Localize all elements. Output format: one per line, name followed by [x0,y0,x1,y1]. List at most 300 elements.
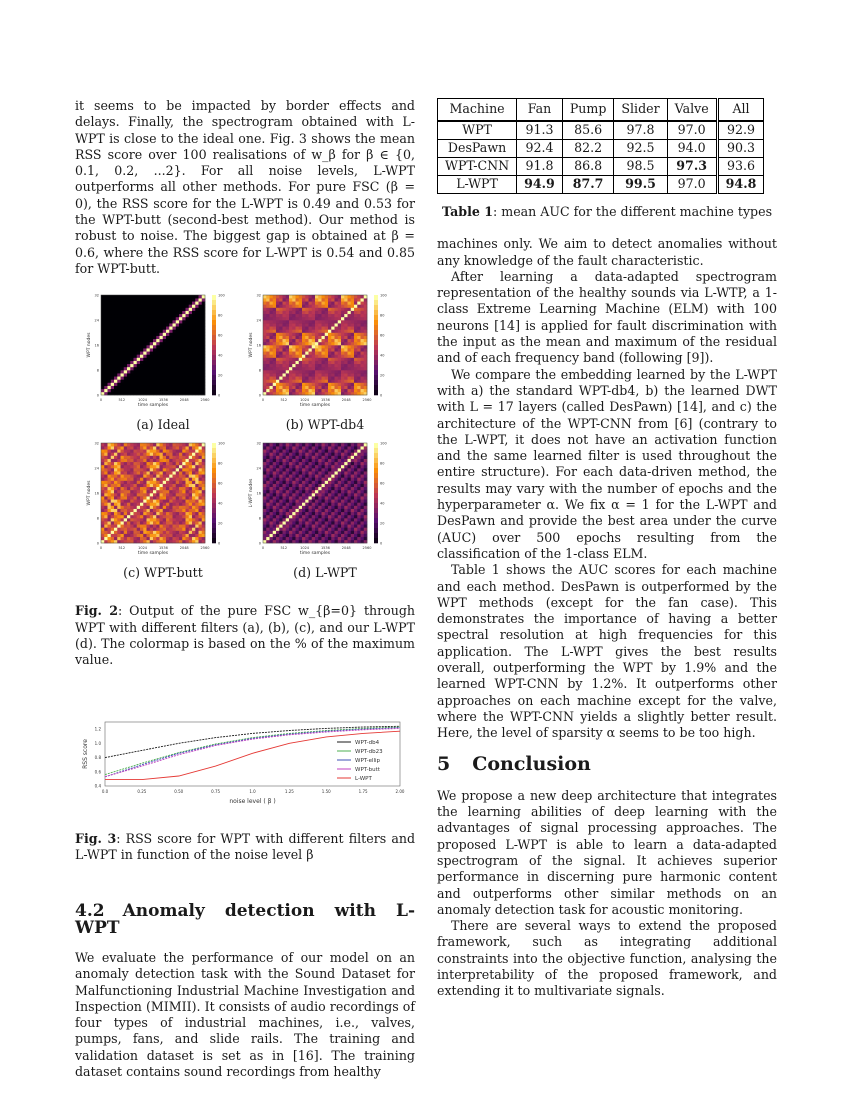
heatmap-cell [289,380,293,383]
heatmap-cell [270,531,274,534]
heatmap-cell [124,311,128,314]
heatmap-cell [147,509,151,512]
heatmap-cell [270,355,274,358]
heatmap-cell [309,465,313,468]
heatmap-cell [292,481,296,484]
colorbar-segment [212,513,216,518]
heatmap-cell [344,496,348,499]
heatmap-cell [179,358,183,361]
heatmap-cell [114,487,118,490]
heatmap-cell [354,534,358,537]
heatmap-cell [283,512,287,515]
heatmap-cell [130,314,134,317]
heatmap-cell [169,358,173,361]
heatmap-cell [328,515,332,518]
heatmap-cell [147,348,151,351]
heatmap-cell [147,298,151,301]
heatmap-cell [134,496,138,499]
heatmap-cell [328,506,332,509]
heatmap-cell [166,484,170,487]
heatmap-cell [156,308,160,311]
heatmap-cell [199,475,203,478]
heatmap-cell [179,518,183,521]
heatmap-cell [117,468,121,471]
heatmap-cell [147,333,151,336]
heatmap-cell [344,481,348,484]
heatmap-cell [127,295,131,298]
heatmap-cell [322,462,326,465]
heatmap-cell [279,355,283,358]
heatmap-cell [351,314,355,317]
heatmap-cell [292,367,296,370]
heatmap-cell [173,512,177,515]
heatmap-cell [186,333,190,336]
y-tick-label: 16 [94,491,99,496]
heatmap-cell [134,311,138,314]
heatmap-cell [289,302,293,305]
heatmap-cell [192,503,196,506]
heatmap-cell [299,450,303,453]
heatmap-cell [315,500,319,503]
heatmap-cell [279,330,283,333]
heatmap-cell [344,456,348,459]
heatmap-cell [143,528,147,531]
heatmap-cell [344,462,348,465]
heatmap-cell [195,311,199,314]
heatmap-cell [195,302,199,305]
heatmap-cell [114,468,118,471]
heatmap-cell [322,295,326,298]
heatmap-cell [296,380,300,383]
colorbar-tick-label: 100 [218,441,225,446]
heatmap-cell [124,389,128,392]
heatmap-cell [169,465,173,468]
heatmap-cell [348,531,352,534]
heatmap-cell [156,453,160,456]
heatmap-cell [169,443,173,446]
heatmap-cell [117,534,121,537]
heatmap-cell [160,352,164,355]
heatmap-cell [147,327,151,330]
heatmap-cell [315,484,319,487]
heatmap-cell [153,503,157,506]
heatmap-cell [114,465,118,468]
heatmap-cell [140,490,144,493]
heatmap-cell [108,528,112,531]
heatmap-cell [263,534,267,537]
heatmap-cell [108,506,112,509]
heatmap-cell [156,383,160,386]
heatmap-cell [108,450,112,453]
heatmap-cell [354,311,358,314]
heatmap-cell [192,509,196,512]
heatmap-cell [104,503,108,506]
heatmap-cell [124,509,128,512]
heatmap-cell [182,317,186,320]
heatmap-cell [331,370,335,373]
heatmap-cell [153,355,157,358]
heatmap-cell [283,475,287,478]
heatmap-cell [114,389,118,392]
heatmap-cell [137,534,141,537]
heatmap-cell [296,327,300,330]
colorbar-segment [374,498,378,503]
heatmap-cell [189,534,193,537]
heatmap-cell [153,459,157,462]
heatmap-cell [348,373,352,376]
heatmap-cell [111,512,115,515]
heatmap-cell [153,330,157,333]
heatmap-cell [266,471,270,474]
heatmap-cell [338,370,342,373]
heatmap-cell [318,512,322,515]
heatmap-cell [195,345,199,348]
heatmap-cell [186,481,190,484]
y-tick-label: 0 [258,393,261,398]
heatmap-cell [173,468,177,471]
heatmap-cell [286,525,290,528]
heatmap-cell [150,528,154,531]
heatmap-cell [150,330,154,333]
heatmap-cell [354,459,358,462]
heatmap-cell [182,361,186,364]
heatmap-cell [108,317,112,320]
heatmap-cell [292,515,296,518]
heatmap-cell [338,450,342,453]
heatmap-cell [156,478,160,481]
heatmap-cell [335,305,339,308]
heatmap-cell [344,327,348,330]
heatmap-cell [344,453,348,456]
heatmap-cell [270,345,274,348]
section-title: Anomaly detection with L-WPT [75,901,415,938]
heatmap-cell [189,515,193,518]
heatmap-cell [325,336,329,339]
heatmap-cell [176,348,180,351]
heatmap-cell [312,518,316,521]
heatmap-cell [289,496,293,499]
heatmap-cell [101,484,105,487]
heatmap-cell [137,336,141,339]
heatmap-cell [341,496,345,499]
heatmap-cell [195,314,199,317]
heatmap-cell [163,484,167,487]
heatmap-cell [104,345,108,348]
colorbar-tick-label: 60 [218,333,223,338]
heatmap-cell [117,333,121,336]
heatmap-cell [266,377,270,380]
heatmap-cell [299,364,303,367]
heatmap-cell [134,370,138,373]
heatmap-cell [335,311,339,314]
heatmap-cell [169,500,173,503]
heatmap-cell [266,295,270,298]
heatmap-cell [140,478,144,481]
heatmap-cell [160,493,164,496]
heatmap-cell [160,339,164,342]
heatmap-cell [312,496,316,499]
heatmap-cell [312,314,316,317]
heatmap-cell [348,512,352,515]
heatmap-cell [312,537,316,540]
heatmap-cell [199,345,203,348]
section-heading-5 [437,752,777,775]
heatmap-cell [130,333,134,336]
heatmap-cell [354,500,358,503]
heatmap-cell [348,496,352,499]
heatmap-cell [140,503,144,506]
heatmap-cell [361,386,365,389]
heatmap-cell [318,323,322,326]
heatmap-cell [104,459,108,462]
heatmap-cell [351,342,355,345]
heatmap-cell [182,521,186,524]
heatmap-cell [335,481,339,484]
heatmap-cell [273,352,277,355]
heatmap-cell [150,521,154,524]
heatmap-cell [173,295,177,298]
heatmap-cell [361,311,365,314]
heatmap-cell [331,367,335,370]
heatmap-cell [296,342,300,345]
heatmap-cell [179,386,183,389]
colorbar-segment [374,463,378,468]
heatmap-cell [176,367,180,370]
heatmap-cell [266,521,270,524]
heatmap-cell [114,317,118,320]
heatmap-cell [160,386,164,389]
heatmap-cell [140,531,144,534]
heatmap-cell [176,373,180,376]
heatmap-cell [338,525,342,528]
heatmap-cell [296,521,300,524]
heatmap-cell [179,531,183,534]
heatmap-cell [169,456,173,459]
y-tick-label: 0 [258,541,261,546]
heatmap-cell [312,509,316,512]
heatmap-cell [169,333,173,336]
heatmap-cell [357,336,361,339]
heatmap-cell [179,496,183,499]
heatmap-cell [328,311,332,314]
heatmap-cell [354,380,358,383]
heatmap-cell [153,339,157,342]
heatmap-cell [344,493,348,496]
heatmap-cell [348,345,352,348]
heatmap-cell [266,345,270,348]
heatmap-cell [189,345,193,348]
heatmap-cell [143,352,147,355]
heatmap-cell [121,295,125,298]
heatmap-cell [286,361,290,364]
heatmap-cell [299,330,303,333]
heatmap-cell [189,528,193,531]
heatmap-cell [156,377,160,380]
heatmap-cell [331,531,335,534]
heatmap-cell [111,453,115,456]
heatmap-cell [354,373,358,376]
heatmap-cell [156,515,160,518]
heatmap-cell [111,443,115,446]
heatmap-cell [289,456,293,459]
heatmap-cell [117,459,121,462]
heatmap-cell [286,333,290,336]
heatmap-cell [173,500,177,503]
heatmap-cell [266,389,270,392]
heatmap-cell [101,462,105,465]
heatmap-cell [160,373,164,376]
heatmap-cell [186,475,190,478]
heatmap-cell [292,512,296,515]
heatmap-cell [309,528,313,531]
heatmap-cell [117,500,121,503]
heatmap-cell [192,475,196,478]
heatmap-cell [111,377,115,380]
heatmap-cell [322,364,326,367]
heatmap-cell [361,314,365,317]
heatmap-cell [270,496,274,499]
heatmap-cell [357,512,361,515]
heatmap-cell [117,386,121,389]
y-tick-label: 24 [94,466,99,471]
heatmap-cell [322,327,326,330]
heatmap-cell [279,389,283,392]
heatmap-cell [179,534,183,537]
heatmap-cell [322,506,326,509]
heatmap-cell [134,389,138,392]
heatmap-cell [322,443,326,446]
colorbar-tick-label: 100 [380,441,387,446]
heatmap-cell [266,336,270,339]
heatmap-cell [322,323,326,326]
heatmap-cell [121,537,125,540]
heatmap-cell [108,518,112,521]
heatmap-cell [279,367,283,370]
heatmap-cell [124,456,128,459]
heatmap-cell [270,389,274,392]
heatmap-cell [283,528,287,531]
heatmap-cell [263,528,267,531]
heatmap-cell [117,471,121,474]
heatmap-cell [156,493,160,496]
heatmap-cell [273,500,277,503]
heatmap-cell [130,317,134,320]
heatmap-cell [318,531,322,534]
heatmap-cell [299,348,303,351]
heatmap-cell [299,320,303,323]
heatmap-cell [101,515,105,518]
heatmap-cell [263,537,267,540]
heatmap-cell [296,450,300,453]
heatmap-cell [270,386,274,389]
heatmap-cell [173,506,177,509]
heatmap-cell [296,468,300,471]
heatmap-cell [318,500,322,503]
heatmap-cell [195,339,199,342]
heatmap-cell [111,311,115,314]
heatmap-cell [299,534,303,537]
heatmap-cell [156,305,160,308]
heatmap-cell [338,302,342,305]
heatmap-cell [134,317,138,320]
heatmap-cell [357,380,361,383]
heatmap-cell [270,352,274,355]
heatmap-cell [134,534,138,537]
heatmap-cell [179,446,183,449]
heatmap-cell [166,373,170,376]
heatmap-cell [318,465,322,468]
heatmap-cell [199,450,203,453]
heatmap-cell [153,528,157,531]
heatmap-cell [292,330,296,333]
heatmap-cell [354,342,358,345]
heatmap-cell [121,386,125,389]
heatmap-cell [361,453,365,456]
heatmap-cell [140,314,144,317]
heatmap-cell [351,503,355,506]
heatmap-cell [335,295,339,298]
heatmap-cell [134,503,138,506]
heatmap-cell [315,531,319,534]
heatmap-cell [192,389,196,392]
table-cell: 97.8 [614,121,667,140]
heatmap-cell [124,453,128,456]
heatmap-cell [176,478,180,481]
heatmap-cell [361,512,365,515]
heatmap-cell [322,493,326,496]
heatmap-cell [166,446,170,449]
heatmap-cell [328,521,332,524]
heatmap-cell [302,361,306,364]
heatmap-cell [296,330,300,333]
heatmap-cell [199,478,203,481]
heatmap-cell [117,521,121,524]
heatmap-cell [335,459,339,462]
heatmap-cell [195,443,199,446]
heatmap-cell [117,355,121,358]
heatmap-cell [195,358,199,361]
heatmap-cell [199,471,203,474]
heatmap-cell [318,478,322,481]
heatmap-cell [153,468,157,471]
heatmap-cell [121,515,125,518]
heatmap-cell [348,298,352,301]
heatmap-cell [150,308,154,311]
heatmap-cell [111,358,115,361]
heatmap-cell [114,295,118,298]
heatmap-cell [273,525,277,528]
heatmap-cell [335,537,339,540]
heatmap-cell [357,302,361,305]
heatmap-cell [147,518,151,521]
heatmap-cell [341,348,345,351]
heatmap-cell [150,380,154,383]
table-row [438,140,764,158]
column-header: All [717,99,764,122]
heatmap-cell [104,333,108,336]
heatmap-cell [361,515,365,518]
heatmap-cell [101,323,105,326]
caption-label: Fig. 3 [75,830,117,846]
heatmap-cell [101,327,105,330]
heatmap-cell [117,308,121,311]
heatmap-cell [276,475,280,478]
colorbar-tick-label: 0 [218,541,221,546]
heatmap-cell [186,500,190,503]
heatmap-cell [173,308,177,311]
heatmap-cell [279,320,283,323]
heatmap-cell [137,380,141,383]
